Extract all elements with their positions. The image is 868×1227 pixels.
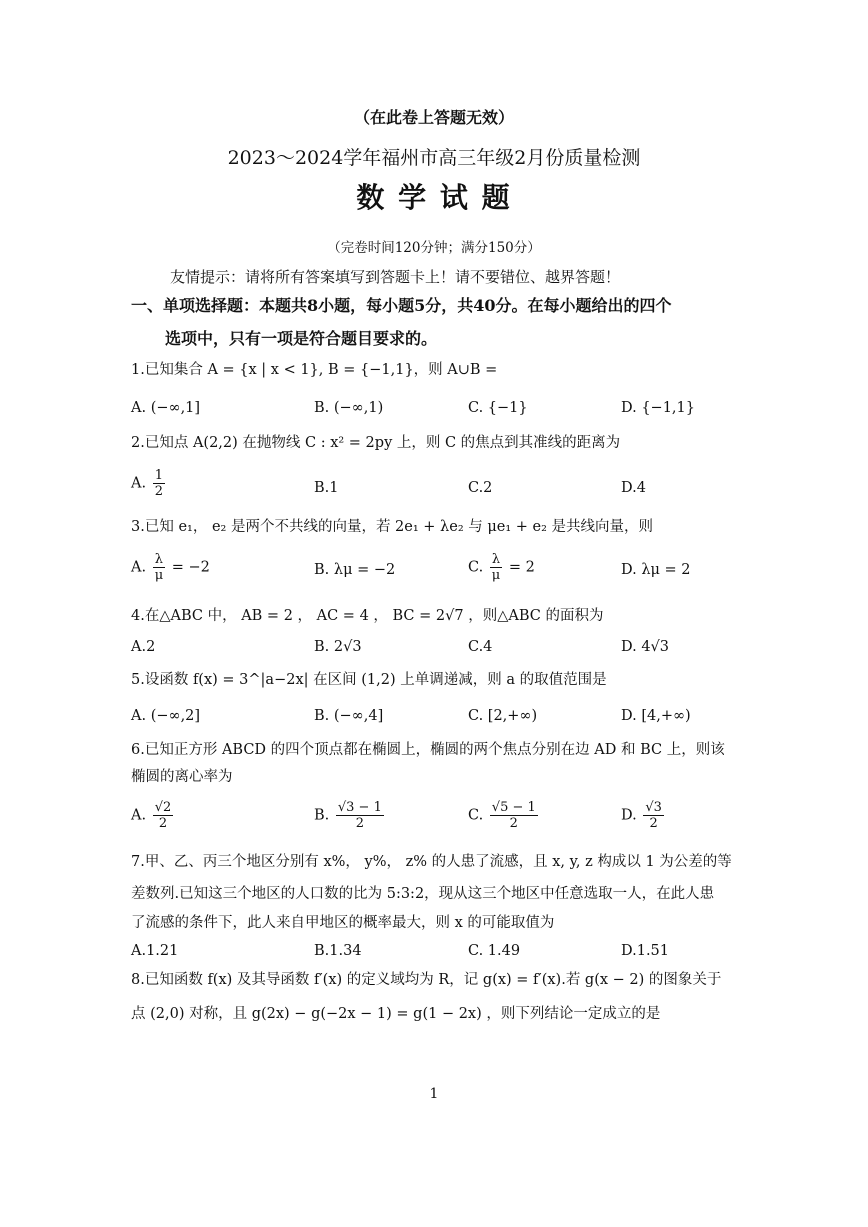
option-label: C.: [468, 559, 484, 576]
option-label: A.: [131, 807, 147, 824]
question-4-option-b: B. 2√3: [314, 639, 362, 655]
fraction-numerator: λ: [491, 552, 501, 567]
lambda-over-mu-fraction: [490, 552, 502, 583]
question-7-stem-line1: 7.甲、乙、丙三个地区分别有 x%， y%， z% 的人患了流感，且 x, y, z 构成以 1 为公差的等: [131, 854, 732, 870]
reminder: 友情提示：请将所有答案填写到答题卡上！请不要错位、越界答题！: [170, 268, 621, 286]
question-7-stem-line3: 了流感的条件下，此人来自甲地区的概率最大，则 x 的可能取值为: [131, 915, 555, 931]
question-6-option-d: [621, 800, 666, 831]
option-value: = 2: [508, 559, 535, 576]
question-7-option-d: D.1.51: [621, 943, 670, 959]
question-6-option-a: [131, 800, 175, 831]
question-6-stem-line2: 椭圆的离心率为: [131, 769, 233, 785]
fraction-numerator: √5 − 1: [491, 800, 536, 815]
question-5-option-d: D. [4,+∞): [621, 708, 691, 724]
time-info: （完卷时间120分钟；满分150分）: [327, 240, 541, 256]
question-2-stem: 2.已知点 A(2,2) 在抛物线 C : x² = 2py 上，则 C 的焦点到其准线的距离为: [131, 435, 621, 451]
question-5-option-b: B. (−∞,4]: [314, 708, 384, 724]
fraction-numerator: √3: [645, 800, 662, 815]
eccentricity-fraction: [490, 800, 538, 831]
question-3-option-d: D. λμ = 2: [621, 562, 691, 578]
fraction-denominator: 2: [649, 816, 658, 831]
question-7-option-a: A.1.21: [131, 943, 179, 959]
question-8-stem-line2: 点 (2,0) 对称，且 g(2x) − g(−2x − 1) = g(1 − 2x) ，则下列结论一定成立的是: [131, 1006, 661, 1022]
question-1-option-b: B. (−∞,1): [314, 400, 384, 416]
page-number: 1: [429, 1086, 439, 1102]
question-1-stem: 1.已知集合 A = {x | x < 1}, B = {−1,1}，则 A∪B =: [131, 362, 498, 378]
question-8-stem-line1: 8.已知函数 f(x) 及其导函数 f′(x) 的定义域均为 R，记 g(x) = f′(x).若 g(x − 2) 的图象关于: [131, 972, 722, 988]
question-3-stem: 3.已知 e₁， e₂ 是两个不共线的向量，若 2e₁ + λe₂ 与 μe₁ + e₂ 是共线向量，则: [131, 519, 654, 535]
option-value: = −2: [171, 559, 210, 576]
option-label: A.: [131, 559, 147, 576]
eccentricity-fraction: [643, 800, 664, 831]
question-2-option-a-label: A.: [131, 475, 147, 492]
fraction-numerator: λ: [154, 552, 164, 567]
question-3-option-b: B. λμ = −2: [314, 562, 396, 578]
question-1-option-d: D. {−1,1}: [621, 400, 695, 416]
subject-title: 数 学 试 题: [356, 181, 512, 214]
fraction-numerator: √3 − 1: [337, 800, 382, 815]
question-4-option-d: D. 4√3: [621, 639, 670, 655]
question-2-option-d: D.4: [621, 480, 646, 496]
question-6-option-c: [468, 800, 540, 831]
question-3-option-c: [468, 552, 535, 583]
option-label: D.: [621, 807, 637, 824]
question-2-option-a-fraction: [153, 468, 165, 499]
fraction-numerator: √2: [154, 800, 172, 815]
question-4-option-a: A.2: [131, 639, 156, 655]
question-5-option-a: A. (−∞,2]: [131, 708, 201, 724]
question-7-stem-line2: 差数列.已知这三个地区的人口数的比为 5:3:2，现从这三个地区中任意选取一人，在此人患: [131, 886, 715, 902]
question-5-option-c: C. [2,+∞): [468, 708, 538, 724]
invalid-note: （在此卷上答题无效）: [353, 108, 514, 127]
fraction-denominator: 2: [355, 816, 364, 831]
lambda-over-mu-fraction: [153, 552, 165, 583]
question-2-option-b: B.1: [314, 480, 339, 496]
fraction-denominator: 2: [158, 816, 168, 831]
question-5-stem: 5.设函数 f(x) = 3^|a−2x| 在区间 (1,2) 上单调递减，则 a 的取值范围是: [131, 672, 607, 688]
section-heading-line2: 选项中，只有一项是符合题目要求的。: [165, 329, 438, 348]
question-7-option-c: C. 1.49: [468, 943, 521, 959]
option-label: B.: [314, 807, 330, 824]
fraction-denominator: μ: [491, 568, 501, 583]
exam-title: 2023～2024学年福州市高三年级2月份质量检测: [227, 147, 641, 169]
question-3-option-a: [131, 552, 210, 583]
question-6-option-b: [314, 800, 386, 831]
fraction-denominator: 2: [154, 484, 163, 499]
fraction-denominator: 2: [509, 816, 518, 831]
question-4-option-c: C.4: [468, 639, 493, 655]
question-1-option-a: A. (−∞,1]: [131, 400, 201, 416]
question-2-option-c: C.2: [468, 480, 493, 496]
question-7-option-b: B.1.34: [314, 943, 362, 959]
question-1-option-c: C. {−1}: [468, 400, 528, 416]
eccentricity-fraction: [153, 800, 174, 831]
eccentricity-fraction: [336, 800, 384, 831]
section-heading-line1: 一、单项选择题：本题共8小题，每小题5分，共40分。在每小题给出的四个: [131, 296, 672, 315]
fraction-numerator: 1: [154, 468, 163, 483]
question-4-stem: 4.在△ABC 中， AB = 2 ， AC = 4 ， BC = 2√7 ，则△ABC 的面积为: [131, 608, 604, 624]
question-6-stem-line1: 6.已知正方形 ABCD 的四个顶点都在椭圆上，椭圆的两个焦点分别在边 AD 和 BC 上，则该: [131, 742, 725, 758]
question-2-option-a: [131, 468, 167, 499]
fraction-denominator: μ: [154, 568, 164, 583]
option-label: C.: [468, 807, 484, 824]
